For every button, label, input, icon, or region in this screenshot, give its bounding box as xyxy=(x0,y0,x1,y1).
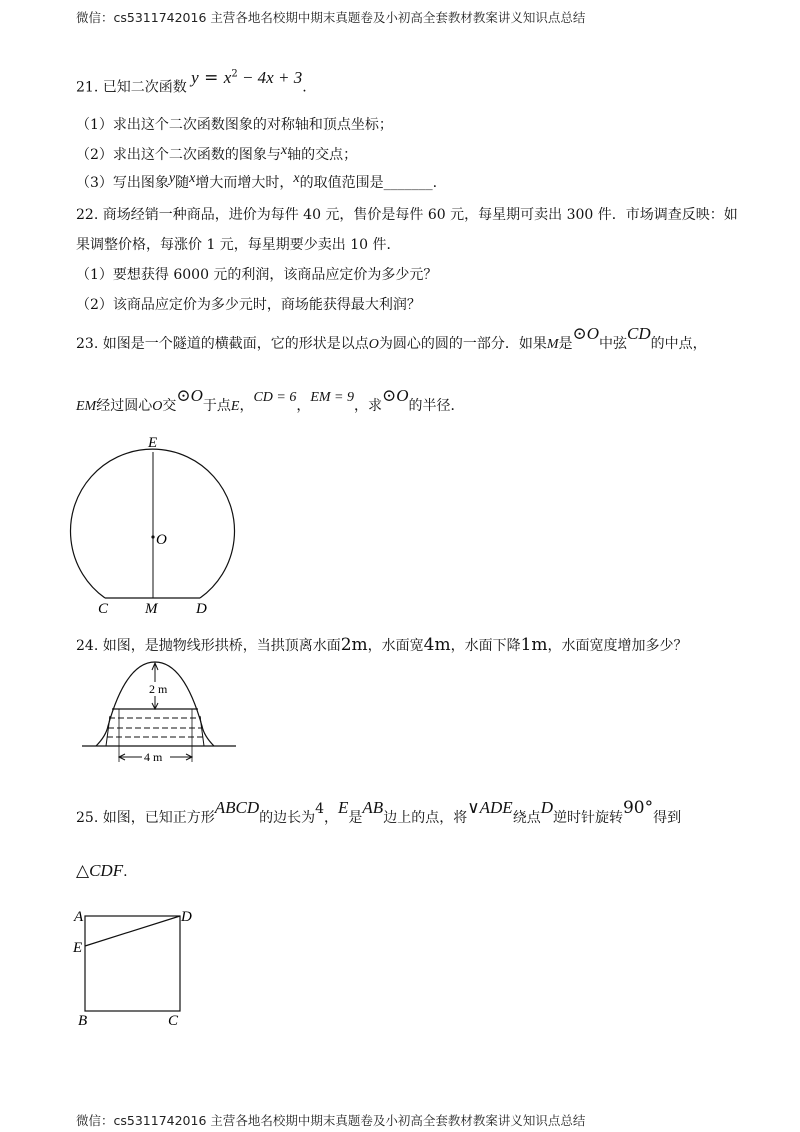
q24-bridge-figure xyxy=(76,660,246,770)
label-o: O xyxy=(156,532,167,548)
label-b: B xyxy=(78,1013,88,1029)
width-label: 4 m xyxy=(144,750,163,764)
label-d: D xyxy=(181,909,192,925)
page-footer: 微信：cs5311742016 主营各地名校期中期末真题卷及小初高全套教材教案讲义知识点总结 xyxy=(76,1113,586,1128)
q21-part1: （1）求出这个二次函数图象的对称轴和顶点坐标； xyxy=(76,117,393,133)
q21-part3: （3）写出图象y随x增大而增大时，x的取值范围是_______. xyxy=(76,171,438,191)
circle-arc xyxy=(70,449,234,598)
segment-ed xyxy=(85,916,180,946)
q23-line1: 23. 如图是一个隧道的横截面，它的形状是以点O为圆心的圆的一部分．如果M是⊙O中弦CD的中点， xyxy=(76,324,707,352)
q22-line1: 22. 商场经销一种商品，进价为每件 40 元，售价是每件 60 元，每星期可卖出 300 件．市场调查反映：如 xyxy=(76,207,738,223)
height-label: 2 m xyxy=(149,682,168,696)
q23-tunnel-figure xyxy=(60,430,260,620)
q22-part1: （1）要想获得 6000 元的利润，该商品应定价为多少元？ xyxy=(76,267,438,283)
q21-part2: （2）求出这个二次函数的图象与x轴的交点； xyxy=(76,143,358,163)
q25-line1: 25. 如图，已知正方形ABCD的边长为4，E是AB边上的点，将∨ADE绕点D逆时针旋转90°得到 xyxy=(76,798,682,826)
label-c: C xyxy=(98,601,109,617)
label-m: M xyxy=(145,601,158,617)
center-point xyxy=(151,535,154,538)
label-a: A xyxy=(74,909,84,925)
q24-line: 24. 如图，是抛物线形拱桥，当拱顶离水面2m，水面宽4m，水面下降1m，水面宽度增加多少？ xyxy=(76,635,688,655)
q25-line2: △CDF. xyxy=(76,861,128,880)
q21-stem: 21. 已知二次函数 $y = x^2 - 4x + 3$. xyxy=(76,67,307,96)
q25-square-figure xyxy=(68,904,208,1034)
q23-line2: EM经过圆心O交⊙O于点E，CD = 6，EM = 9，求⊙O的半径． xyxy=(76,386,465,414)
square-abcd xyxy=(85,916,180,1011)
label-c: C xyxy=(168,1013,179,1029)
label-e: E xyxy=(73,940,83,956)
q22-part2: （2）该商品应定价为多少元时，商场能获得最大利润？ xyxy=(76,297,421,313)
page-header: 微信：cs5311742016 主营各地名校期中期末真题卷及小初高全套教材教案讲义知识点总结 xyxy=(76,10,586,25)
label-d: D xyxy=(196,601,207,617)
arch-legs xyxy=(106,716,204,746)
q22-line2: 果调整价格，每涨价 1 元，每星期要少卖出 10 件． xyxy=(76,237,401,253)
label-e: E xyxy=(148,435,158,451)
q21-formula: $y = x^2 - 4x + 3$ xyxy=(191,67,303,88)
